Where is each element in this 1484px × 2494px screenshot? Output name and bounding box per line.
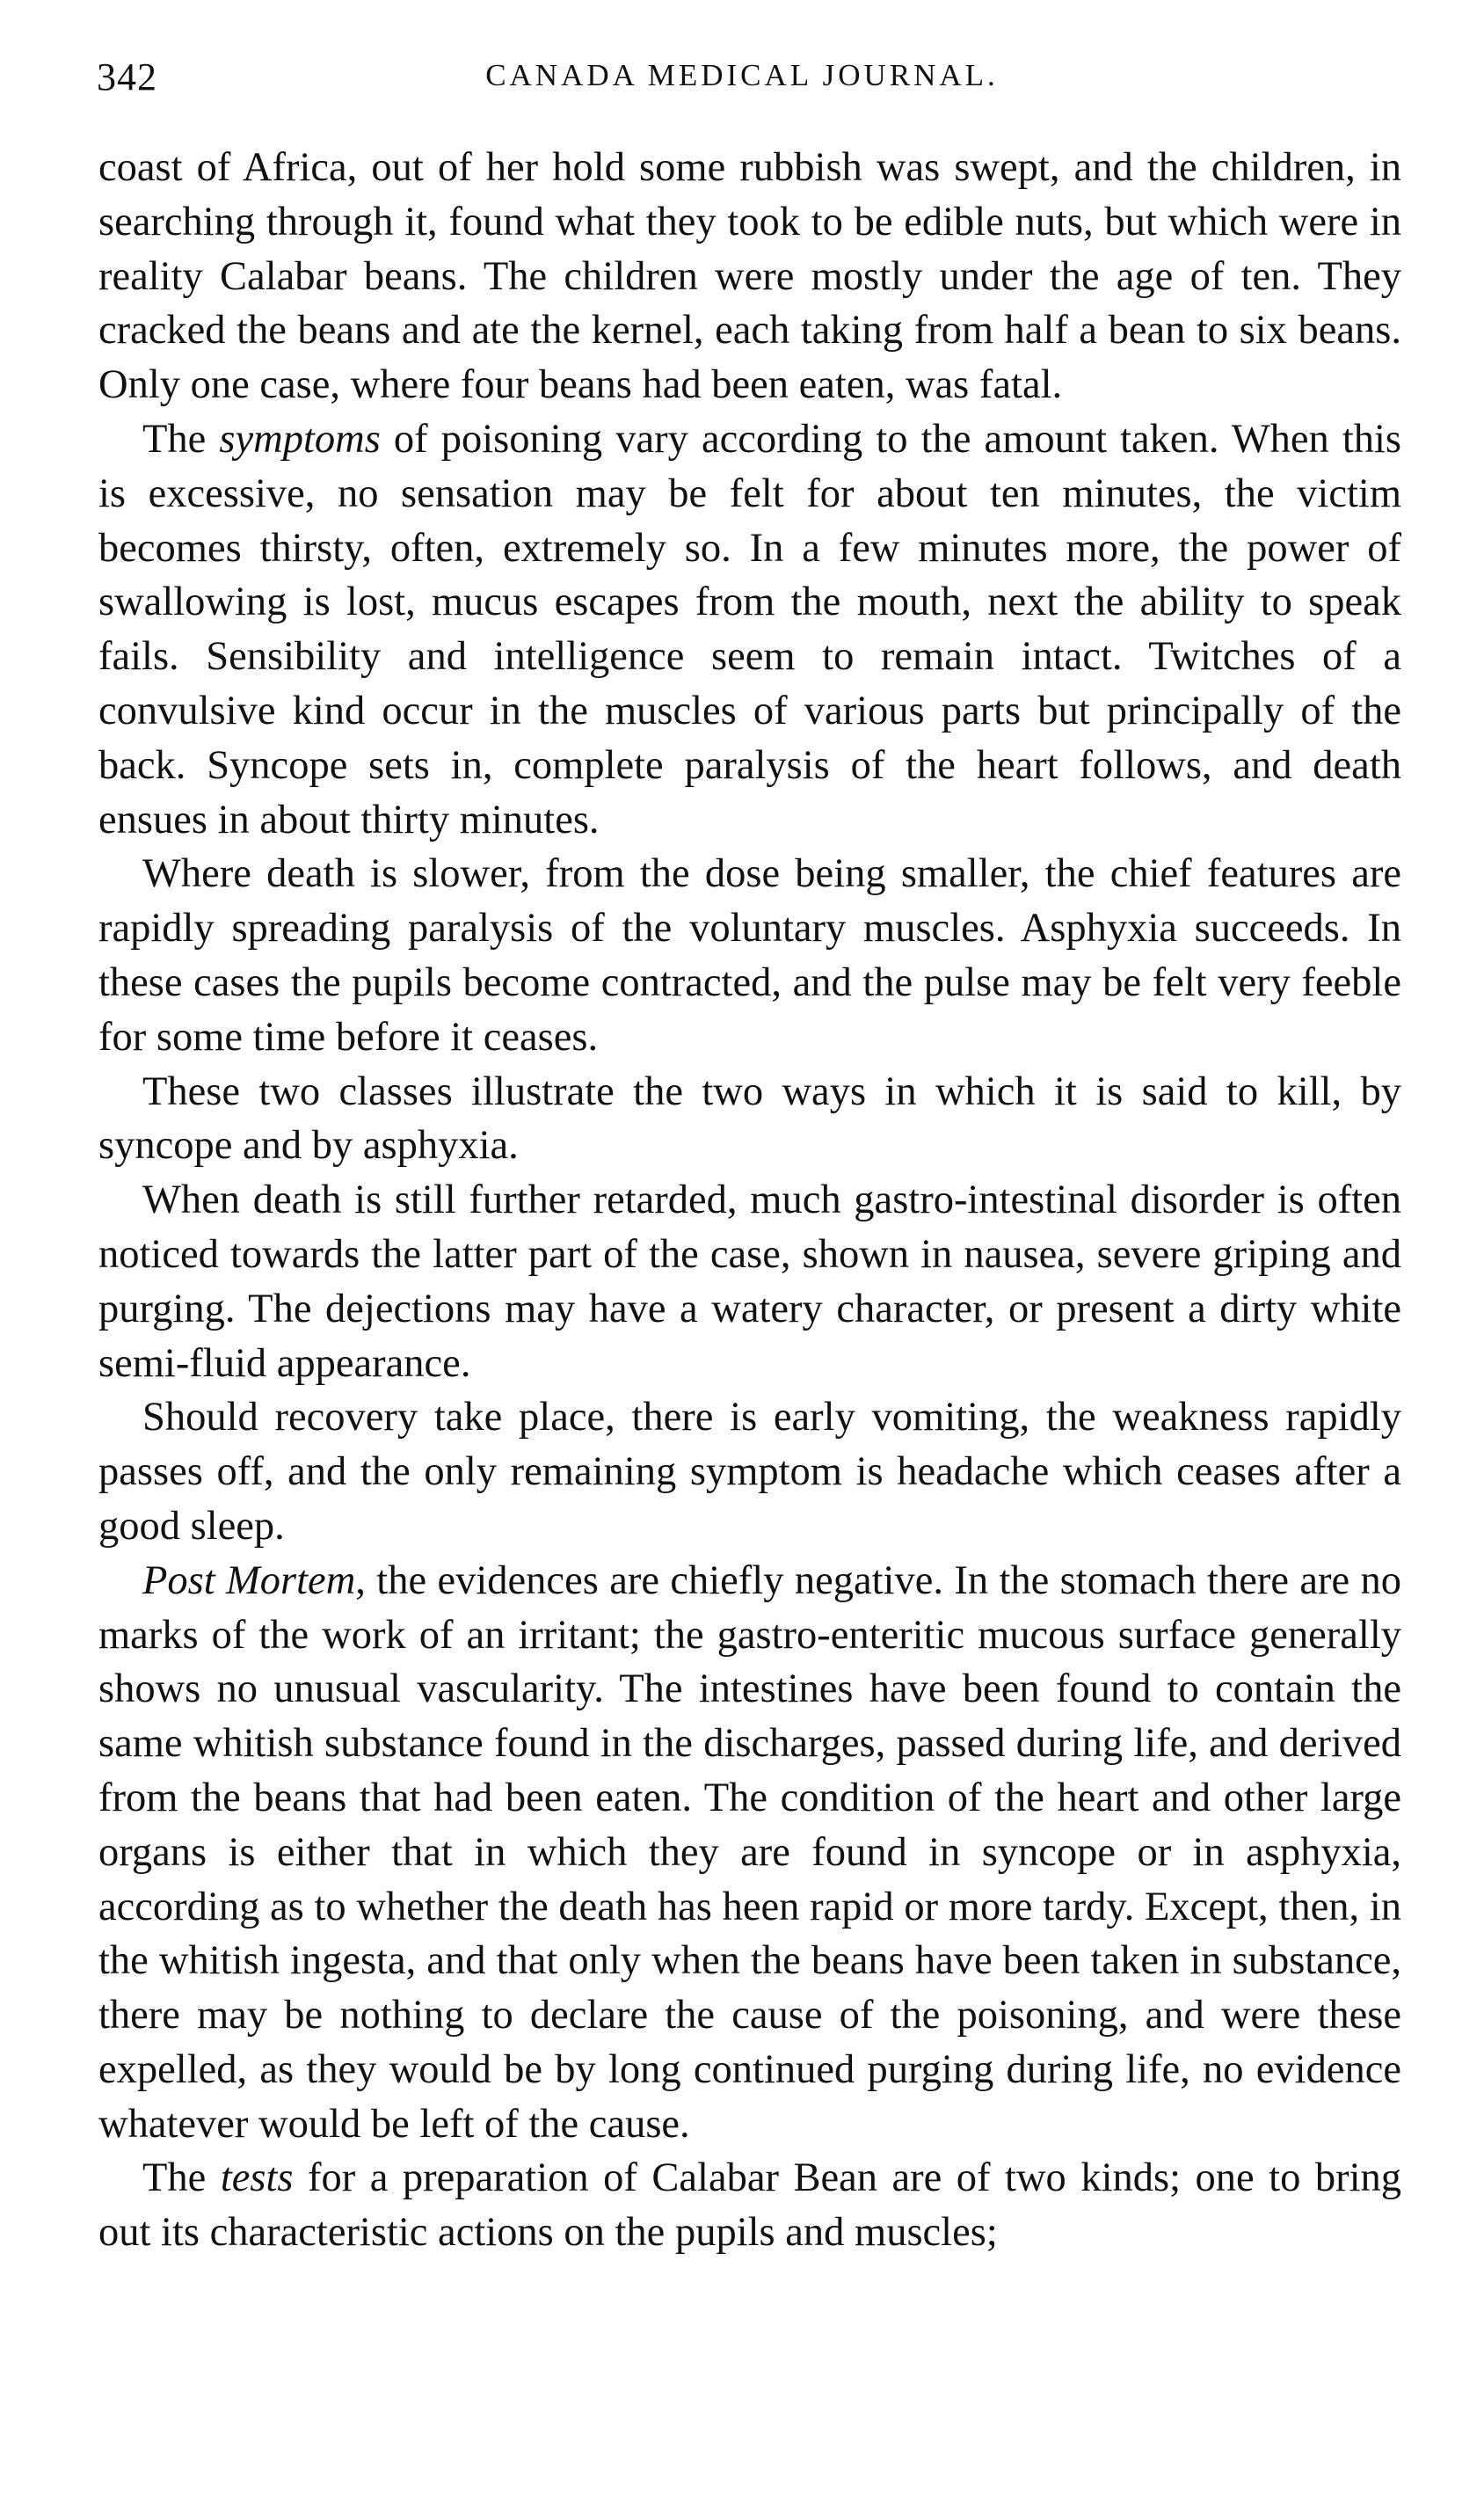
paragraph-7	[98, 1554, 1401, 2152]
paragraph-text: Where death is slower, from the dose being smaller, the chief features are rapidly spreading paralysis of the voluntary muscles. Asphyxia succeeds. In these cases the pupils become contracted, and the pulse may be felt very feeble for some time before it ceases.	[98, 851, 1401, 1060]
paragraph-2	[98, 412, 1401, 847]
running-head	[88, 55, 1396, 116]
paragraph-text: , the evidences are chiefly negative. In the stomach there are no marks of the work of an irritant; the gastro-enteritic mucous surface generally shows no unusual vascularity. The intestines have been found to contain the same whitish substance found in the discharges, passed during life, and derived from the beans that had been eaten. The condition of the heart and other large organs is either that in which they are found in syncope or in asphyxia, according as to whether the death has heen rapid or more tardy. Except, then, in the whitish ingesta, and that only when the beans have been taken in substance, there may be nothing to declare the cause of the poisoning, and were these expelled, as they would be by long continued purging during life, no evidence whatever would be left of the cause.	[98, 1557, 1401, 2147]
paragraph-text: coast of Africa, out of her hold some rubbish was swept, and the children, in searching through it, found what they took to be edible nuts, but which were in reality Calabar beans. The children were mostly under the age of ten. They cracked the beans and ate the kernel, each taking from half a bean to six beans. Only one case, where four beans had been eaten, was fatal.	[98, 145, 1401, 408]
paragraph-8	[98, 2151, 1401, 2260]
italic-term: tests	[220, 2155, 294, 2201]
paragraph-text: When death is still further retarded, much gastro-intestinal disorder is often noticed towards the latter part of the case, shown in nausea, severe griping and purging. The dejections may have a watery character, or present a dirty white semi-fluid appearance.	[98, 1178, 1401, 1386]
italic-term: symptoms	[219, 416, 381, 462]
paragraph-text: for a preparation of Calabar Bean are of two kinds; one to bring out its characteristic actions on the pupils and muscles;	[98, 2155, 1401, 2256]
journal-title: CANADA MEDICAL JOURNAL.	[485, 58, 999, 92]
italic-term: Post Mortem	[142, 1557, 356, 1603]
paragraph-6	[98, 1390, 1401, 1553]
paragraph-5	[98, 1173, 1401, 1390]
page-number: 342	[97, 55, 157, 98]
paragraph-3	[98, 847, 1401, 1064]
article-body	[98, 141, 1401, 2260]
paragraph-4	[98, 1065, 1401, 1174]
paragraph-text: Should recovery take place, there is early vomiting, the weakness rapidly passes off, and the only remaining symptom is headache which ceases after a good sleep.	[98, 1395, 1401, 1549]
paragraph-text: These two classes illustrate the two ways in which it is said to kill, by syncope and by asphyxia.	[98, 1068, 1401, 1169]
paragraph-lead: The	[142, 2155, 221, 2201]
paragraph-lead: The	[142, 416, 220, 462]
paragraph-text: of poisoning vary according to the amount taken. When this is excessive, no sensation may be felt for about ten minutes, the victim becomes thirsty, often, extremely so. In a few minutes more, the power of swallowing is lost, mucus escapes from the mouth, next the ability to speak fails. Sensibility and intelligence seem to remain intact. Twitches of a convulsive kind occur in the muscles of various parts but principally of the back. Syncope sets in, complete paralysis of the heart follows, and death ensues in about thirty minutes.	[98, 416, 1401, 842]
paragraph-1	[98, 141, 1401, 412]
